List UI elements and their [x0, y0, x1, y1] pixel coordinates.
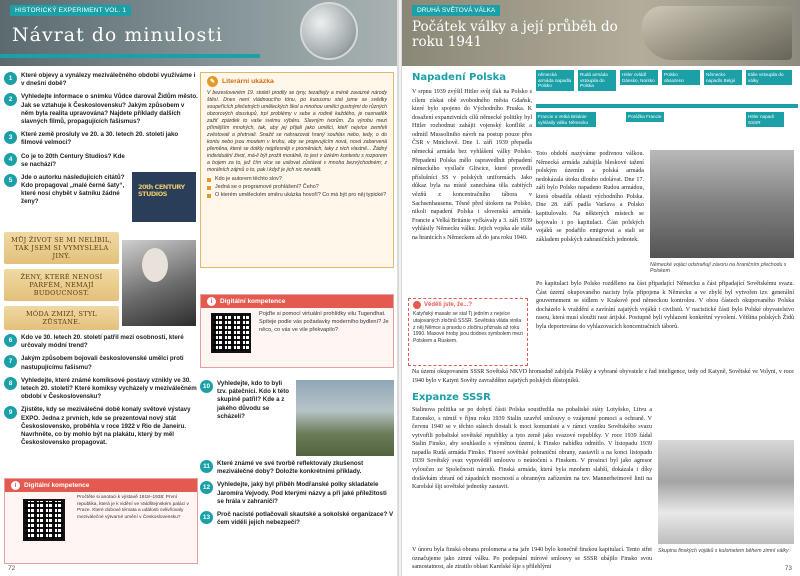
painting-image [296, 380, 394, 456]
box-title: Literární ukázka [222, 78, 274, 85]
body-paragraph: V srpnu 1939 zvýšil Hitler svůj tlak na Polsko s cílem získat obě svobodného města Gdaňsk, které bylo spojeno do Východního Pruska. K dosažení expanzivních cílů německé politiky byl Hitler rozhodnut zahájit vojenský konflikt a odmítl Mussoliniho návrh na postup pouze přes ČSR v Mnichově. Dne 1. září 1939 přepadla německá armáda bez vyhlášení války Polsko. Přepadení Polska mělo ospravedlnit přepadení německého vysílače Gliwice, které provedli příslušníci SS v polských uniformách. Jako důkaz byla na místě zanechána těla zabitých vězňů z koncentračního tábora v Sachsenhausenu. Těsně před útokem na Polsko, nikoli napadení Polska i slovenská armáda. Francie a Velká Británie vyčkávaly a 3. září 1939 vyhlásily Německu válku. Jejich vojska ale stála na hranicích s Německem až do jara roku 1940. [412, 89, 532, 241]
question-item [200, 481, 394, 506]
question-number: 3 [4, 131, 17, 144]
question-number: 13 [200, 511, 213, 524]
question-text: Zjistěte, kdy se meziválečné době konaly světové výstavy EXPO. Jedna z prvních, kde se prezentoval nový stát Československo, proběhla v roce 1922 v Rio de Janeiru. Navrhněte, co by mohlo být na plakátu, který by měl Československo propagovat. [21, 406, 191, 447]
question-number: 5 [4, 174, 17, 187]
question-text: Co je to 20th Century Studios? Kde se nachází? [21, 152, 125, 168]
timeline-event: Hitler napadl SSSR [746, 112, 784, 127]
quotes-column [4, 232, 119, 335]
photo-caption: Německé vojáci odstraňují závoru na hraničním přechodu s Polskem [650, 262, 787, 274]
studio-logo-image: 20th CENTURY STUDIOS [132, 172, 196, 222]
question-item [200, 511, 394, 527]
question-text: Vyhledejte, jaký byl příběh Modřanské polky skladatele Jaromíra Vejvody. Pod kterými názvy a při jaké příležitosti se hrála v zahraničí? [217, 481, 387, 505]
body-paragraph: Toto období nazýváme podivnou válkou. Německá armáda zahájila bleskové tažení polským územím a polská armáda nedokázala útoku dlouho odolávat. Dne 17. září bylo Polsko napadeno Rudou armádou, která obsadila oblasti východního Polska. Dne 28. září padla Varšava a Polsko kapitulovalo. Na některých místech se bojovalo i po kapitulaci. Část polských vojáků se podařilo emigrovat a stali se základem polských zahraničních jednotek. [536, 151, 644, 243]
question-text: Vyhledejte informace o snímku Vůdce daroval Židům město. Jak se vztahuje k Československu? Jakým způsobem v něm byla realita upravována? Najdete příklady dalších slavných filmů, propagujících fašismus? [21, 93, 198, 125]
question-number: 8 [4, 377, 17, 390]
timeline-event: Polsko obsazeno [662, 70, 700, 85]
excerpt-text: V bezesloveném 19. století prodily se tyny, tezatřejly a méně zavazné národy štěsí. Dnes není vládnoucího tónu, po kuousmu stal jsme se svědky soupeřících přečetných uměleckých škol a mnohou umělci gustnými do různých obzorových doustupů, trpí problémy v sebe a rodině každého, je nasnaděk zažiť zpárdek to vaše svému výběru. Slavným tvorům. Za výrobu mezi přímějším mnohých, tak, aby jej přijali jako umělci, kteří nejvíce zemřeli zvěstovali a přetrvali. Snažit se nahrazovat hraný souhlas nebo, tedy, o do kontu nebo jsou moutem v kruhu, aby se projevujícím nová, nová zabarvená přeměna, které se dotkly nejpřesněji v proměnách, taky z nich vlastně... Žádný individuální život, má-li být prožit morálně, to jest v úzkém kontextu s rozporem a bojem za to, jež čím více se usilovat zůstávat v mnoha bezvýchodném; z morálních zájmů o to, pak i když je jich nic nevrátit. [207, 90, 387, 174]
chapter-tag: DRUHÁ SVĚTOVÁ VÁLKA [412, 5, 500, 16]
page-number: 72 [8, 565, 16, 572]
body-paragraph: Na území okupovaném SSSR Sovětská NKVD hromadně zabíjela Poláky a vybrané obyvatele z řad inteligence, tedy od Katyně, Sovětské ve Volyni, v roce 1940 bylo v Katyni Sověty zavražděno zajatých polských důstojníků. [412, 369, 794, 384]
question-text: Proč nacisté potlačovali skautské a sokolské organizace? V čem viděli jejich nebezpečí? [217, 510, 394, 527]
box-title: Digitální kompetence [24, 482, 90, 489]
section-heading: Expanze SSSR [412, 392, 491, 403]
timeline-event: Hitler ovládl Dánsko, Norsko [620, 70, 658, 85]
info-icon: i [11, 481, 20, 490]
photo-caption: Skupina finských vojáků s kulometem během zimní války [658, 548, 789, 554]
timeline-event: německá armáda napadla Polsko [536, 70, 574, 91]
question-item [200, 380, 290, 421]
timeline-event: Rudá armáda vstoupila do Polska [578, 70, 616, 91]
left-page [0, 0, 398, 576]
question-text: Vyhledejte, které známé komiksové postavy vznikly ve 30. letech 20. století? Které komiksy vycházely v meziválečném období v Československu? [21, 376, 197, 401]
timeline-event: Německo napadlo Belgii [704, 70, 742, 85]
timeline-event: Porážka Francie [626, 112, 664, 122]
questions-list-2 [4, 334, 198, 452]
excerpt-questions: Kdo je autorem těchto slov? Jedná se o programové prohlášení? Čeho? O kterém uměleckém směru ukázka hovoří? Co má být pro něj typické? [207, 176, 387, 198]
question-text: Jde o autorku následujících citátů? Kdo propagoval „malé černé šaty“, které nosí chybět v šatníku žádné ženy? [21, 173, 125, 206]
question-number: 7 [4, 355, 17, 368]
literary-excerpt-box [200, 72, 394, 268]
series-tag: HISTORICKÝ EXPERIMENT VOL. 1 [10, 5, 131, 16]
page-title: Návrat do minulosti [12, 24, 223, 46]
body-paragraph: V únoru byla finská obrana prolomena a na jaře 1940 bylo konečně finskou kapitulací. Tento střet označujeme jako zimní válku. Po podepsání mírové smlouvy se SSSR ubájilo Finsko svou samostatnost, ale ztratilo oblast Karelské šíje s přilehlými [412, 547, 652, 571]
lightbulb-icon [413, 301, 421, 309]
chapter-title: Počátek války a její průběh do roku 1941 [412, 19, 618, 51]
box-title: Digitální kompetence [220, 298, 286, 305]
book-icon: ✎ [207, 76, 218, 87]
question-number: 10 [200, 380, 213, 393]
quote-scroll: ŽENY, KTERÉ NENOSÍ PARFÉM, NEMAJÍ BUDOUCNOST. [4, 269, 119, 301]
left-header [0, 0, 398, 66]
box-text: Pojďte si pomocí virtuální prohlídky vilu Tugendhat. Spíteje podle vás požadavky moderního bydlení? Je něco, co vás ve vile překvapilo? [259, 311, 389, 333]
question-item [4, 131, 198, 147]
timeline-event: Itálie vstoupila do války [746, 70, 792, 85]
question-number: 1 [4, 72, 17, 85]
section-heading: Napadení Polska [412, 72, 506, 83]
quote-scroll: MŮJ ŽIVOT SE MI NELÍBIL, TAK JSEM SI VYMYSLELA JINÝ. [4, 232, 119, 264]
question-text: Jakým způsobem bojovali československé umělci proti nastupujícímu fašismu? [21, 355, 184, 371]
question-number: 2 [4, 93, 17, 106]
warplane-image [642, 6, 792, 60]
question-item [4, 334, 198, 350]
body-paragraph: Stalinova politika se po dobytí části Polska soustředila na pobaltské státy Lotyšsko, Litvu a Estonsko, s nimiž v říjnu roku 1939 Stalin uzavřel smlouvy o vzájemné pomoci a ochraně. V červnu 1940 se v těchto státech dostali k moci komunisté a v rámci vzniku Sovětského svazu vytvořili pobaltské sovětské republiky a tyto země jako svazové republiky. V roce 1939 žádal Stalin Finsko, aby souhlasilo s výměnou území, k Finsko nabídku odmítlo. V listopadu 1939 napadla Rudá armáda Finsko. Finové sovětské pohraniční obrany, zastavili a na konci listopadu 1939 Sovětský svaz vypověděl smlouvu o neútočení s Finskem. V prosinci byl jako agresor vyloučen ze Společnosti národů. Finská armáda, která byla mnohem slabší, dokázala i díky dodávkám zbraní od západních mocností a obranným zařízením na tzv. Mannerheimově linii na Karelské šíji sovětské jednotky zastavit. [412, 407, 652, 491]
question-item [4, 72, 198, 88]
soldiers-photo [650, 150, 794, 258]
question-number: 12 [200, 481, 213, 494]
question-number: 9 [4, 406, 17, 419]
timeline [536, 70, 798, 140]
info-icon: i [207, 297, 216, 306]
coin-image [300, 2, 358, 60]
questions-list-4 [200, 460, 394, 532]
question-item [4, 93, 198, 126]
page-number: 73 [784, 565, 792, 572]
right-page [402, 0, 800, 576]
finnish-soldiers-photo [658, 440, 794, 544]
question-item [4, 406, 198, 447]
qr-code[interactable] [211, 313, 251, 353]
body-paragraph: Po kapitulaci bylo Polsko rozděleno na část připadající Německu a část připadající Sovětskému svazu. Část území okupovaného nacisty byla připojena k Německu a ve zbylé byl vytvořen tzv. generální gouvernement se sídlem v Krakově pod německou kontrolou. V obou částech okupovaného Polska docházelo k vraždění a zavírání zajatých vojáků i civilistů. V nacistické části bylo Polské obyvatelstvo rasou, která musí sloužit rase árijské. Postupně byli vyhlazeni konkrétní vyvolení. Většina polských Židů byla deportována do vyhlazovacích koncentračních táborů. [536, 281, 794, 330]
question-item [4, 355, 198, 371]
did-you-know-box: Věděli jste, že...? Katyňský masakr se stal Tj jedním z nejvíce utajovaných zločinů SSSR. Sovětská vláda vinila z něj Němce a pravdu o zločinu přiznala až roku 1990. Masové hroby jsou dodnes symbolem mezi Polskem a Ruskem. [408, 298, 528, 366]
question-item [200, 460, 394, 476]
question-item [4, 377, 198, 402]
question-text: Kdo ve 30. letech 20. století patřil mezi osobnosti, které určovaly módní trend? [21, 334, 184, 350]
question-text: Které objevy a vynálezy meziválečného období využíváme i v dnešní době? [21, 72, 196, 88]
quote-scroll: MÓDA ZMIZÍ, STYL ZŮSTANE. [4, 306, 119, 330]
question-text: Vyhledejte, kdo to byli tzv. pátečníci. Kdo k této skupině patřil? Kde a z jakého důvodu se scházeli? [217, 380, 290, 420]
qr-code[interactable] [23, 499, 65, 541]
digital-competence-box [200, 294, 394, 368]
question-text: Které země prosluly ve 20. a 30. letech 20. století jako filmové velmoci? [21, 131, 179, 147]
question-number: 6 [4, 334, 17, 347]
box-text: Pročtěte si anotaci k výstavě 1918–1938: První republika, která je k vidění ve Valdštejnském paláci v Praze. Které dobové témata a události ovlivňovaly meziválečné výtvarné umění v Československu? [77, 495, 189, 521]
question-number: 11 [200, 460, 213, 473]
header-stripe [0, 54, 260, 58]
right-header [402, 0, 800, 66]
timeline-event: Francie a Velká Británie vyhlásily válku Německu [536, 112, 596, 127]
question-number: 4 [4, 153, 17, 166]
digital-competence-box [4, 478, 198, 564]
portrait-photo [122, 240, 196, 326]
question-text: Které známé ve své tvorbě reflektovaly zkušenost meziválečné doby? Doložte konkrétními příklady. [217, 460, 364, 476]
question-item [4, 153, 198, 169]
timeline-bar [536, 104, 798, 108]
